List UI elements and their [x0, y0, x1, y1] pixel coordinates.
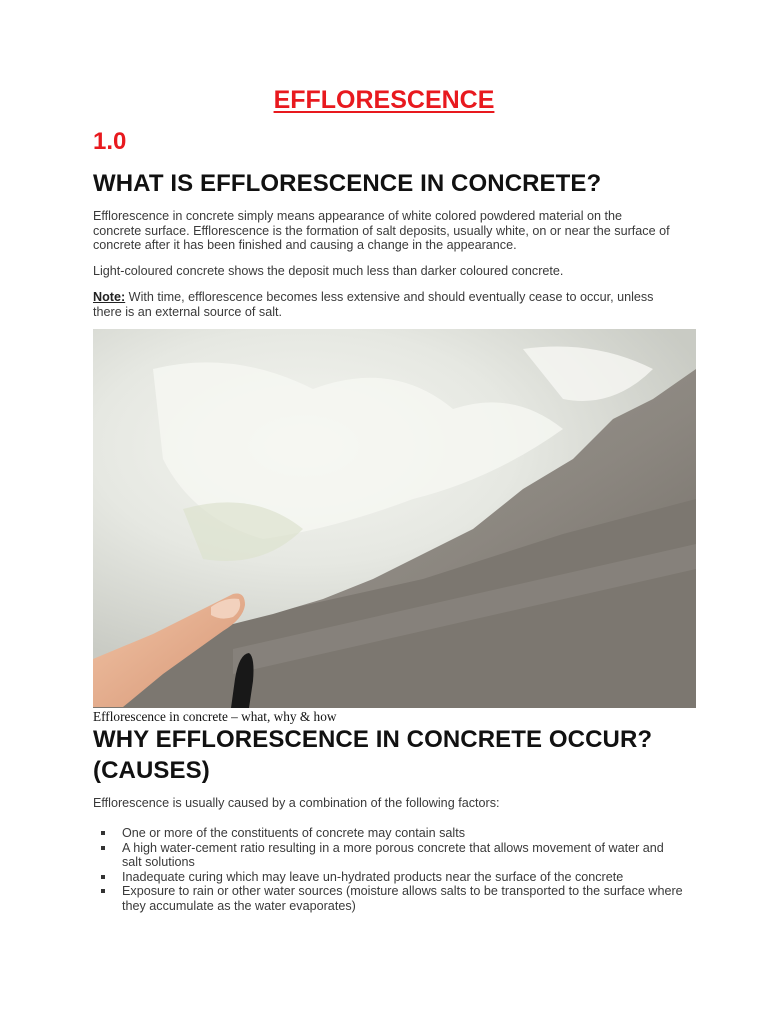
definition-paragraph: Efflorescence in concrete simply means appearance of white colored powdered material on the concrete surface. Efflorescence is the formation of salt deposits, usually white, on or near the surface of concrete after it has been finished and causing a change in the appearance. — [93, 209, 670, 253]
list-item-text: Exposure to rain or other water sources (moisture allows salts to be transported to the surface where they accumulate as the water evaporates) — [122, 884, 683, 913]
heading-why-efflorescence-occurs: WHY EFFLORESCENCE IN CONCRETE OCCUR? (CAUSES) — [93, 726, 653, 784]
bullet-square-icon — [101, 889, 105, 893]
note-text: With time, efflorescence becomes less extensive and should eventually cease to occur, unless there is an external source of salt. — [93, 290, 654, 319]
list-item — [93, 841, 683, 870]
bullet-square-icon — [101, 831, 105, 835]
list-item — [93, 826, 683, 841]
bullet-square-icon — [101, 846, 105, 850]
causes-intro-paragraph: Efflorescence is usually caused by a combination of the following factors: — [93, 796, 500, 810]
causes-list — [93, 826, 683, 914]
heading-what-is-efflorescence: WHAT IS EFFLORESCENCE IN CONCRETE? — [93, 170, 602, 197]
section-number: 1.0 — [93, 128, 127, 155]
document-title: EFFLORESCENCE — [273, 86, 495, 114]
note-label: Note: — [93, 290, 126, 304]
note-paragraph — [93, 290, 673, 319]
bullet-square-icon — [101, 875, 105, 879]
efflorescence-photo — [93, 329, 696, 708]
light-concrete-paragraph: Light-coloured concrete shows the deposit much less than darker coloured concrete. — [93, 264, 564, 278]
list-item-text: A high water-cement ratio resulting in a more porous concrete that allows movement of water and salt solutions — [122, 840, 664, 870]
image-caption: Efflorescence in concrete – what, why & how — [93, 709, 337, 724]
list-item-text: Inadequate curing which may leave un-hydrated products near the surface of the concrete — [122, 869, 624, 884]
list-item-text: One or more of the constituents of concrete may contain salts — [122, 826, 466, 840]
list-item — [93, 884, 683, 913]
list-item — [93, 870, 683, 885]
